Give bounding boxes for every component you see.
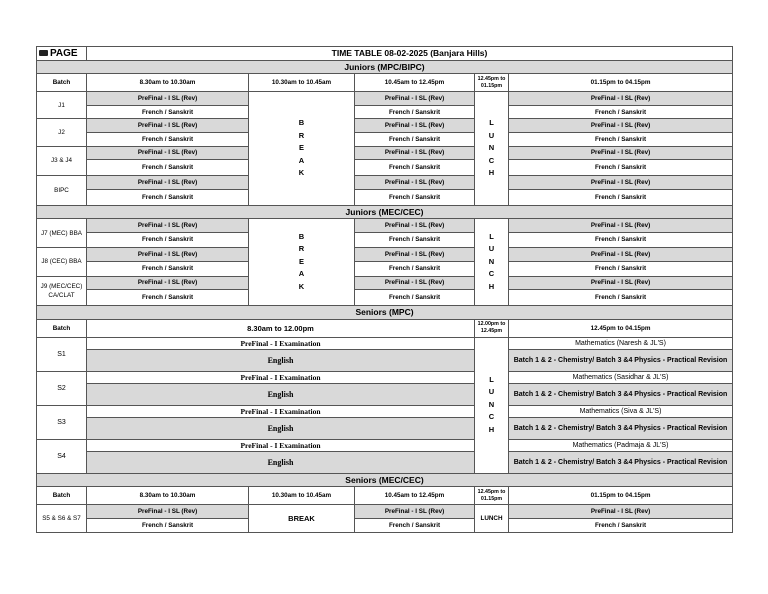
batch-cell: S4 — [37, 439, 87, 473]
subject-cell: French / Sanskrit — [87, 290, 249, 306]
subject-cell: French / Sanskrit — [87, 189, 249, 205]
subject-cell: French / Sanskrit — [509, 290, 733, 306]
subject-cell: Mathematics (Naresh & JL'S) — [509, 337, 733, 349]
subject-cell: PreFinal - I SL (Rev) — [87, 119, 249, 133]
time-header: 10.30am to 10.45am — [249, 74, 355, 92]
subject-cell: PreFinal - I SL (Rev) — [355, 219, 475, 233]
subject-cell: PreFinal - I SL (Rev) — [509, 176, 733, 190]
subject-cell: PreFinal - I SL (Rev) — [87, 505, 249, 519]
subject-cell: French / Sanskrit — [355, 261, 475, 276]
time-header: 12.45pm to 04.15pm — [509, 319, 733, 337]
time-header: 10.45am to 12.45pm — [355, 74, 475, 92]
subject-cell: PreFinal - I SL (Rev) — [87, 247, 249, 261]
subject-cell: French / Sanskrit — [355, 160, 475, 176]
subject-cell: Batch 1 & 2 - Chemistry/ Batch 3 &4 Physics - Practical Revision — [509, 451, 733, 473]
batch-header: Batch — [37, 487, 87, 505]
exam-cell: PreFinal - I Examination — [87, 337, 475, 349]
subject-cell: French / Sanskrit — [87, 132, 249, 146]
subject-cell: English — [87, 451, 475, 473]
time-header: 12.45pm to 01.15pm — [475, 487, 509, 505]
time-header: 12.00pm to 12.45pm — [475, 319, 509, 337]
subject-cell: French / Sanskrit — [509, 132, 733, 146]
logo-text: PAGE — [50, 47, 78, 59]
subject-cell: PreFinal - I SL (Rev) — [87, 276, 249, 290]
time-header: 8.30am to 10.30am — [87, 74, 249, 92]
timetable — [36, 46, 733, 533]
time-header: 12.45pm to 01.15pm — [475, 74, 509, 92]
subject-cell: Batch 1 & 2 - Chemistry/ Batch 3 &4 Physics - Practical Revision — [509, 383, 733, 405]
subject-cell: Mathematics (Padmaja & JL'S) — [509, 439, 733, 451]
subject-cell: French / Sanskrit — [509, 232, 733, 247]
subject-cell: French / Sanskrit — [355, 518, 475, 532]
subject-cell: PreFinal - I SL (Rev) — [355, 119, 475, 133]
subject-cell: PreFinal - I SL (Rev) — [355, 505, 475, 519]
subject-cell: PreFinal - I SL (Rev) — [355, 176, 475, 190]
section-header: Juniors (MPC/BIPC) — [37, 60, 733, 74]
page-logo — [37, 47, 87, 61]
book-icon — [39, 50, 48, 56]
subject-cell: PreFinal - I SL (Rev) — [87, 176, 249, 190]
batch-cell: S2 — [37, 371, 87, 405]
subject-cell: French / Sanskrit — [509, 160, 733, 176]
subject-cell: Batch 1 & 2 - Chemistry/ Batch 3 &4 Physics - Practical Revision — [509, 417, 733, 439]
batch-cell: S5 & S6 & S7 — [37, 505, 87, 532]
batch-cell: J7 (MEC) BBA — [37, 219, 87, 248]
subject-cell: Mathematics (Sasidhar & JL'S) — [509, 371, 733, 383]
subject-cell: English — [87, 383, 475, 405]
batch-header: Batch — [37, 74, 87, 92]
break-cell: BREAK — [249, 505, 355, 532]
exam-cell: PreFinal - I Examination — [87, 439, 475, 451]
lunch-cell: L U N C H — [475, 92, 509, 206]
subject-cell: French / Sanskrit — [355, 290, 475, 306]
subject-cell: French / Sanskrit — [355, 189, 475, 205]
lunch-cell: LUNCH — [475, 505, 509, 532]
break-cell: B R E A K — [249, 219, 355, 306]
time-header: 10.30am to 10.45am — [249, 487, 355, 505]
batch-header: Batch — [37, 319, 87, 337]
subject-cell: French / Sanskrit — [87, 105, 249, 119]
subject-cell: PreFinal - I SL (Rev) — [87, 92, 249, 106]
exam-cell: PreFinal - I Examination — [87, 405, 475, 417]
subject-cell: PreFinal - I SL (Rev) — [355, 146, 475, 160]
subject-cell: French / Sanskrit — [355, 105, 475, 119]
subject-cell: PreFinal - I SL (Rev) — [355, 92, 475, 106]
subject-cell: French / Sanskrit — [87, 160, 249, 176]
subject-cell: PreFinal - I SL (Rev) — [509, 247, 733, 261]
subject-cell: PreFinal - I SL (Rev) — [509, 146, 733, 160]
batch-cell: S1 — [37, 337, 87, 371]
section-header: Juniors (MEC/CEC) — [37, 205, 733, 219]
section-header: Seniors (MPC) — [37, 306, 733, 320]
subject-cell: French / Sanskrit — [87, 232, 249, 247]
exam-cell: PreFinal - I Examination — [87, 371, 475, 383]
batch-cell: S3 — [37, 405, 87, 439]
subject-cell: French / Sanskrit — [509, 261, 733, 276]
subject-cell: PreFinal - I SL (Rev) — [509, 92, 733, 106]
subject-cell: English — [87, 349, 475, 371]
subject-cell: Batch 1 & 2 - Chemistry/ Batch 3 &4 Physics - Practical Revision — [509, 349, 733, 371]
time-header: 10.45am to 12.45pm — [355, 487, 475, 505]
subject-cell: Mathematics (Siva & JL'S) — [509, 405, 733, 417]
subject-cell: French / Sanskrit — [509, 189, 733, 205]
batch-cell: BIPC — [37, 176, 87, 206]
batch-cell: J8 (CEC) BBA — [37, 247, 87, 276]
lunch-cell: L U N C H — [475, 337, 509, 473]
time-header: 8.30am to 12.00pm — [87, 319, 475, 337]
subject-cell: PreFinal - I SL (Rev) — [87, 146, 249, 160]
break-cell: B R E A K — [249, 92, 355, 206]
subject-cell: PreFinal - I SL (Rev) — [509, 276, 733, 290]
lunch-cell: L U N C H — [475, 219, 509, 306]
batch-cell: J3 & J4 — [37, 146, 87, 176]
subject-cell: PreFinal - I SL (Rev) — [509, 219, 733, 233]
subject-cell: PreFinal - I SL (Rev) — [509, 505, 733, 519]
subject-cell: French / Sanskrit — [87, 261, 249, 276]
subject-cell: French / Sanskrit — [509, 105, 733, 119]
batch-cell: J9 (MEC/CEC) CA/CLAT — [37, 276, 87, 306]
subject-cell: PreFinal - I SL (Rev) — [509, 119, 733, 133]
subject-cell: PreFinal - I SL (Rev) — [87, 219, 249, 233]
section-header: Seniors (MEC/CEC) — [37, 473, 733, 487]
subject-cell: PreFinal - I SL (Rev) — [355, 247, 475, 261]
time-header: 01.15pm to 04.15pm — [509, 74, 733, 92]
time-header: 01.15pm to 04.15pm — [509, 487, 733, 505]
subject-cell: French / Sanskrit — [87, 518, 249, 532]
subject-cell: French / Sanskrit — [509, 518, 733, 532]
subject-cell: English — [87, 417, 475, 439]
subject-cell: French / Sanskrit — [355, 132, 475, 146]
batch-cell: J1 — [37, 92, 87, 119]
subject-cell: French / Sanskrit — [355, 232, 475, 247]
time-header: 8.30am to 10.30am — [87, 487, 249, 505]
page-title: TIME TABLE 08-02-2025 (Banjara Hills) — [87, 47, 733, 61]
subject-cell: PreFinal - I SL (Rev) — [355, 276, 475, 290]
batch-cell: J2 — [37, 119, 87, 146]
